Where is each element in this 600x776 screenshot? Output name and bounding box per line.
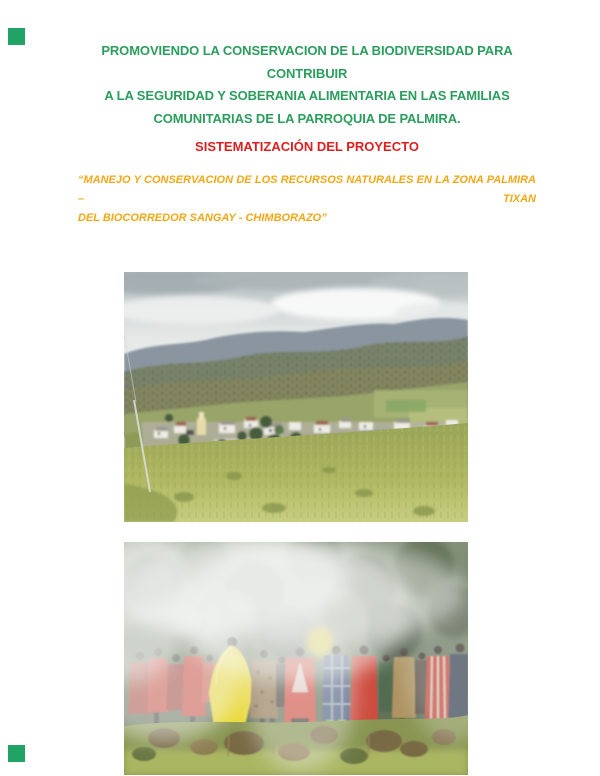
document-title-line-3: COMUNITARIAS DE LA PARROQUIA DE PALMIRA. [153, 110, 461, 126]
project-title-line-2: DEL BIOCORREDOR SANGAY - CHIMBORAZO” [78, 212, 327, 224]
green-square-marker-top [8, 28, 25, 45]
document-title [78, 40, 536, 130]
document-title-line-1: PROMOVIENDO LA CONSERVACION DE LA BIODIVERSIDAD PARA CONTRIBUIR [101, 43, 513, 81]
green-square-marker-bottom [8, 745, 25, 762]
document-subtitle: SISTEMATIZACIÓN DEL PROYECTO [195, 139, 419, 154]
project-title-line-1: “MANEJO Y CONSERVACION DE LOS RECURSOS NATURALES EN LA ZONA PALMIRA – TIXAN [78, 174, 536, 205]
community-group-photo [124, 542, 536, 775]
document-title-line-2: A LA SEGURIDAD Y SOBERANIA ALIMENTARIA EN LAS FAMILIAS [104, 88, 510, 103]
village-valley-photo [124, 272, 536, 522]
project-title [78, 171, 536, 228]
community-group-photo-graphic [124, 542, 468, 775]
village-valley-photo-graphic [124, 272, 468, 522]
